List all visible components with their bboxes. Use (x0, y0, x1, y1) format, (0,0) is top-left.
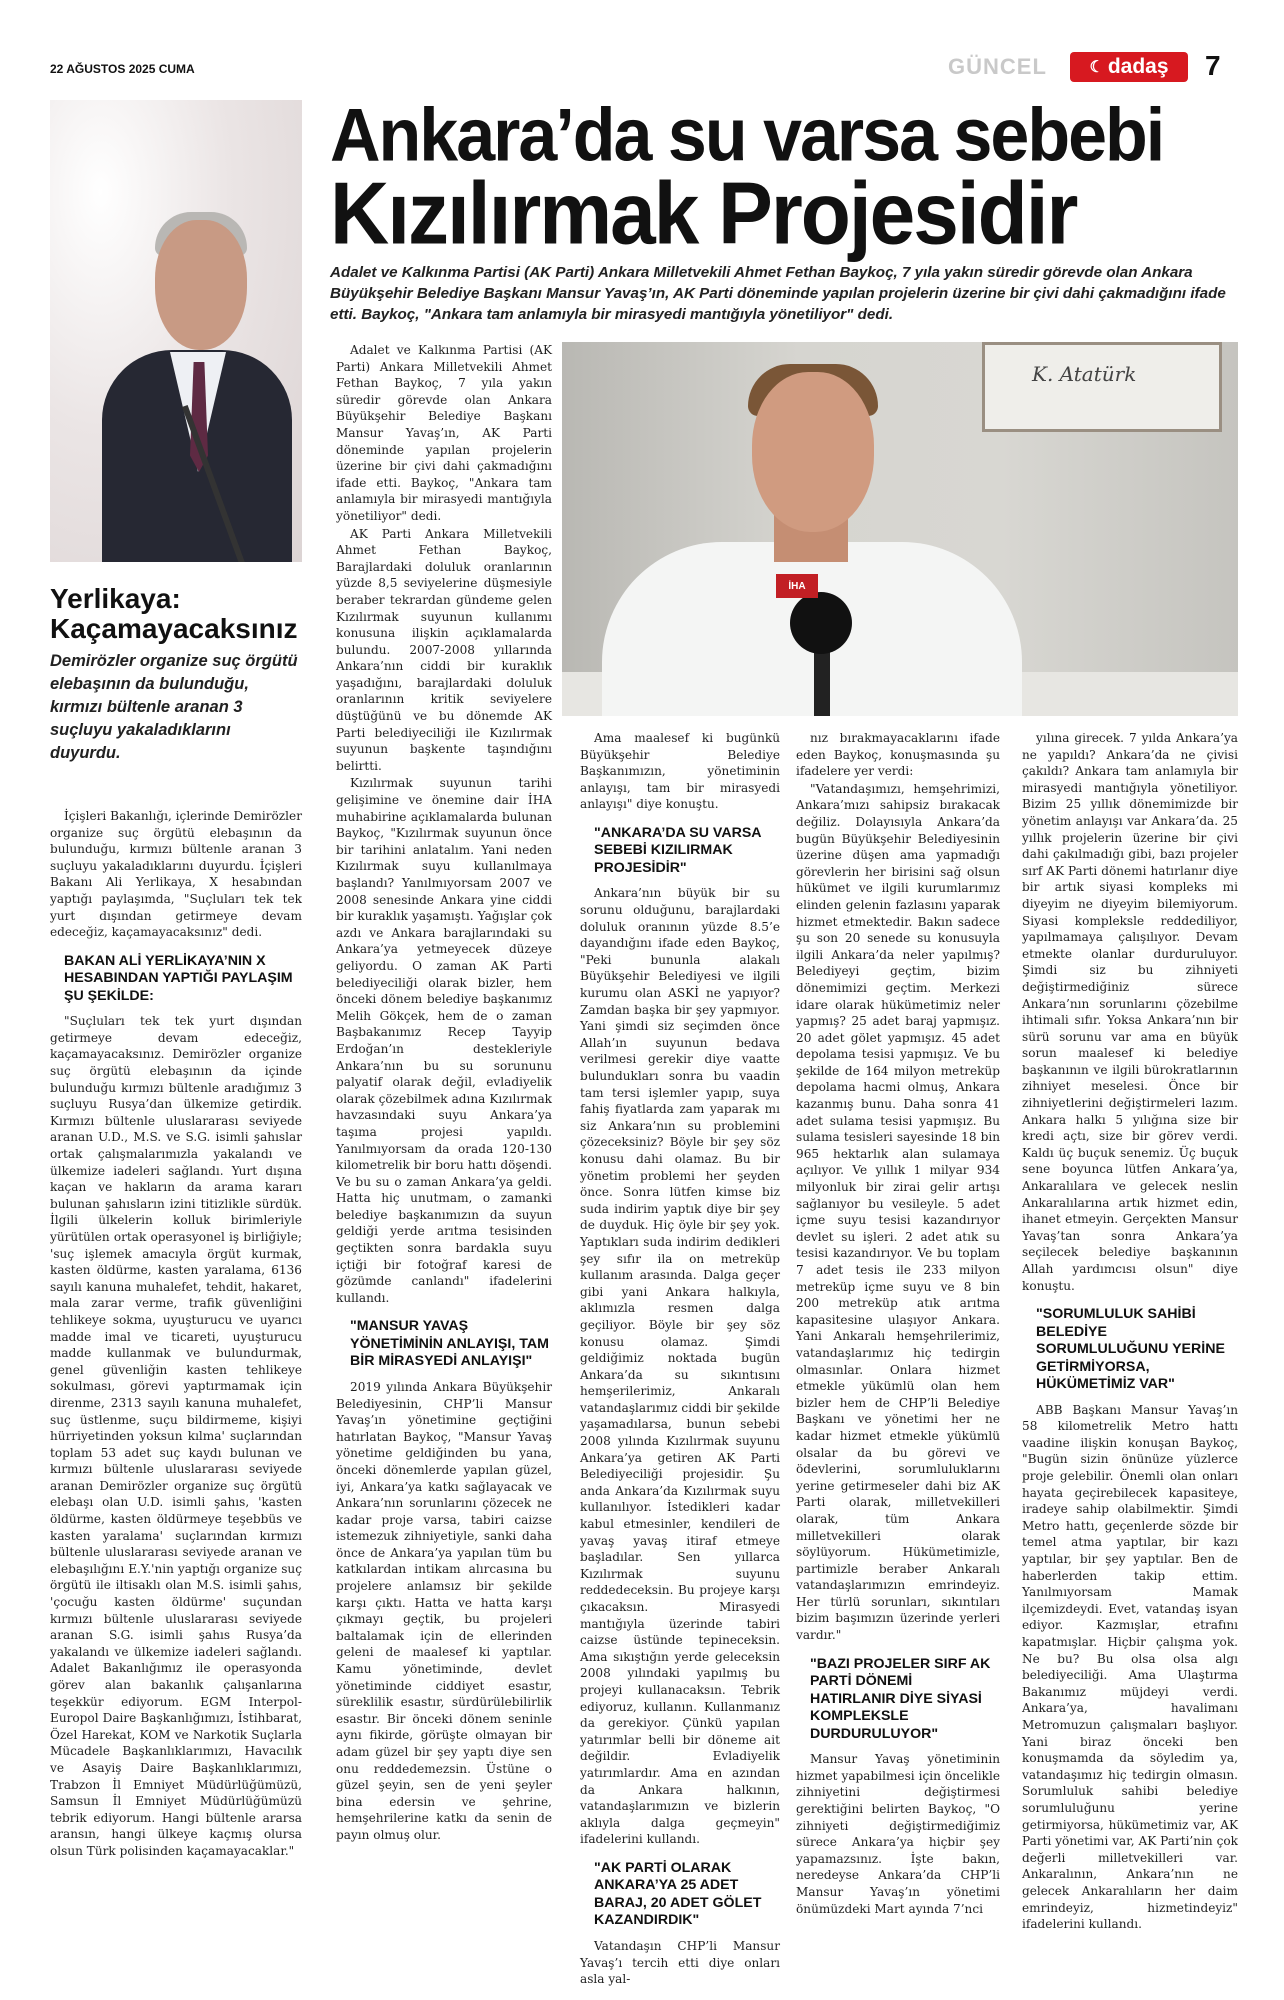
minister-photo (50, 100, 302, 562)
sidebar-paragraph: İçişleri Bakanlığı, içlerinde Demirözler organize suç örgütü elebaşının da bulunduğu, kırmızı bültenle aranan 3 suçluyu yakaladıklarını duyurdu. İçişleri Bakanı Ali Yerlikaya, X hesabından yaptığı paylaşımda, "Suçluları tek tek yurt dışından getirmeye devam edeceğiz, kaçamayacaksınız" dedi. (50, 809, 302, 940)
mic-flag: İHA (776, 574, 818, 598)
page-number: 7 (1205, 50, 1221, 81)
sidebar-title: Yerlikaya: Kaçamayacaksınız (50, 583, 298, 644)
sidebar-body (50, 808, 302, 1861)
article-paragraph: nız bırakmayacaklarını ifade eden Baykoç, konuşmasında şu ifadelere yer verdi: (796, 731, 1000, 779)
article-paragraph: Kızılırmak suyunun tarihi gelişimine ve önemine dair İHA muhabirine açıklamalarda bulunan Baykoç, "Kızılırmak suyunun önce bir tarihini anlatalım. Yani neden Kızılırmak suyu kullanılmaya başlandı? Yanılmıyorsam 2007 ve 2008 senesinde Ankara yine ciddi bir kuraklık yaşamıştı. Yağışlar çok azdı ve Ankara barajlarındaki su Ankara’ya yetmeyecek düzeye geliyordu. O zaman AK Parti belediyeciliği olarak bizler, hem önceki dönem belediye başkanımız Melih Gökçek, hem de o zaman Başbakanımız Recep Tayyip Erdoğan’ın destekleriyle Ankara’nın bu su sorununu palyatif olarak değil, evladiyelik olarak çözebilmek adına Kızılırmak havzasındaki suyu Ankara’ya taşıma projesi yapıldı. Yanılmıyorsam da orada 120-130 kilometrelik bir boru hattı döşendi. Ve bu su o zaman Ankara’ya geldi. Hatta hiç unutmam, o zamanki belediye başkanımızın da suyun geldiği yerde arıtma tesisinden geçtikten sonra bardakla suyu içtiği bir fotoğraf karesi de gözümde canlandı" ifadelerini kullandı. (336, 776, 552, 1305)
section-label: GÜNCEL (948, 54, 1047, 79)
article-headline (330, 92, 1240, 263)
article-column-2 (580, 730, 780, 1989)
article-subheading: "BAZI PROJELER SIRF AK PARTİ DÖNEMİ HATIRLANIR DİYE SİYASİ KOMPLEKSLE DURDURULUYOR" (810, 1655, 991, 1742)
baykoc-photo (562, 342, 1238, 716)
headline-line-2: Kızılırmak Projesidir (330, 164, 1077, 263)
sidebar-lead: Demirözler organize suç örgütü elebaşının da bulunduğu, kırmızı bültenle aranan 3 suçluyu yakaladıklarını duyurdu. (50, 652, 298, 762)
article-paragraph: "Vatandaşımızı, hemşehrimizi, Ankara’mızı sahipsiz bırakacak değiliz. Dolayısıyla Ankara’da bugün Büyükşehir Belediyesinin üzerine düşen ama yapmadığı görevlerin her birisini sağ olsun hükümet ve ilgili kurumlarımız elinden gelenin fazlasını yaparak hizmet etmektedir. Bakın sadece şu son 20 senede su konusuyla ilgili Ankara’da neler yapılmış? Belediyeyi geçtim, bizim dönemimizi geçtim. Merkezi idare olarak hükümetimiz neler yapmış? 25 adet baraj yapmışız. 20 adet gölet yapmışız. 45 adet depolama tesisi yapmışız. Ve bu şekilde de 164 milyon metreküp depolama hacmi olmuş, Ankara kazanmış bunu. Daha sonra 41 adet sulama tesisi yapmışız. Bu sulama tesisleri sayesinde 18 bin 965 hektarlık alan sulamaya açılıyor. Ve yıllık 1 milyar 934 milyonluk bir zirai gelir artışı sağlanıyor bu vesileyle. 5 adet içme suyu tesisi kazandırıyor devlet su işleri. 2 adet atık su tesisi kazandırıyor. Ve bu toplam 7 adet tesis ile 233 milyon metreküp içme suyu ve 8 bin 200 metreküp atık arıtma kapasitesine ulaşıyor Ankara. Yani Ankaralı hemşehrilerimiz, vatandaşlarımız hiç tedirgin olmasınlar. Onlara hizmet etmekle yükümlü olan hem bizler hem de CHP’li Belediye Başkanı ve yönetimi her ne kadar hizmet etmekle yükümlü olsalar da bu görevi ve ödevlerini, sorumluluklarını yerine getirmeseler dahi biz AK Parti olarak, milletvekilleri olarak, tüm Ankara milletvekilleri olarak söylüyorum. Hükümetimizle, partimizle beraber Ankaralı vatandaşlarımızın emrindeyiz. Her türlü sorunları, sıkıntıları bizim başımızın üzerinde yerleri vardır." (796, 781, 1000, 1643)
article-paragraph: 2019 yılında Ankara Büyükşehir Belediyesinin, CHP’li Mansur Yavaş’ın yönetimine geçtiğini hatırlatan Baykoç, "Mansur Yavaş yönetime geldiğinden bu yana, önceki dönemlerde yapılan güzel, iyi, Ankara’ya katkı sağlayacak ve Ankara’nın sorunlarını çözecek ne kadar proje varsa, tabiri caizse istemezuk zihniyetiyle, sanki daha önce de Ankara’ya yapılan tüm bu katkılardan intikam alırcasına bu projelere anlamsız bir şekilde karşı çıktı. Hatta ve hatta karşı çıkmayı geçtik, bu projeleri baltalamak için de ellerinden geleni de maalesef ki yaptılar. Kamu yönetiminde, devlet yönetiminde ciddiyet esastır, süreklilik esastır, sürdürülebilirlik esastır. Bir önceki dönem seninle aynı fikirde, görüşte olmayan bir adam güzel bir şey yaptı diye sen onu reddedemezsin. Üstüne o güzel şeyin, sen de yeni şeyler bina edersin ve şehrine, hemşehrilerine katkı da senin de payın olmuş olur. (336, 1379, 552, 1842)
article-paragraph: ABB Başkanı Mansur Yavaş’ın 58 kilometrelik Metro hattı vaadine ilişkin konuşan Baykoç, "Bugün sizin önünüze yüzlerce proje gelebilir. Önemli olan onları hayata geçirebilecek kapasiteye, iradeye sahip olabilmektir. Şimdi Metro hattı, geçenlerde sözde bir temel atma yaptılar, bir kazı yaptılar, bir şey yaptılar. Ben de haberlerden takip ettim. Yanılmıyorsam Mamak ilçemizdeydi. Evet, vatandaş isyan ediyor. Kazmışlar, etrafını kapatmışlar. Hiçbir çalışma yok. Ne bu? Bu olsa olsa algı belediyeciliği. Ama Ulaştırma Bakanımız müjdeyi verdi. Ankara’ya, havalimanı Metromuzun çalışmaları başlıyor. Yani biraz önceki ben konuşmamda da söyledim ya, vatandaşımız hiç tedirgin olmasın. Sorumluluk sahibi belediye sorumluluğunu yerine getirmiyorsa, hükümetimiz var, AK Parti yönetimi var, AK Parti’nin çok değerli milletvekilleri var. Ankaralının, Ankara’nın ne gelecek Ankaralıların her daim emrindeyiz, hizmetindeyiz" ifadelerini kullandı. (1022, 1402, 1238, 1932)
signature-frame (982, 342, 1222, 432)
article-paragraph: AK Parti Ankara Milletvekili Ahmet Fethan Baykoç, Barajlardaki doluluk oranlarının yüzde 8,5 seviyelerine düşmesiyle beraber tekrardan gündeme gelen Kızılırmak suyunun kullanımı konusuna ilişkin açıklamalarda bulundu. 2007-2008 yıllarında Ankara’nın ciddi bir kuraklık yaşadığını, barajlardaki doluluk oranlarının kritik seviyelere düştüğünü ve bu dönemde AK Parti belediyeciliği ile Kızılırmak suyunun başkente taşındığını belirtti. (336, 526, 552, 773)
logo-text: dadaş (1107, 55, 1169, 78)
issue-date: 22 AĞUSTOS 2025 CUMA (50, 62, 195, 76)
article-subheading: "ANKARA’DA SU VARSA SEBEBİ KIZILIRMAK PROJESİDİR" (594, 824, 761, 876)
sidebar-heading: BAKAN ALİ YERLİKAYA’NIN X HESABINDAN YAPTIĞI PAYLAŞIM ŞU ŞEKİLDE: (64, 952, 293, 1004)
article-column-4 (1022, 730, 1238, 1934)
article-column-1 (336, 342, 552, 1845)
article-paragraph: Ama maalesef ki bugünkü Büyükşehir Belediye Başkanımızın, yönetiminin anlayışı, tam bir mirasyedi anlayışı" diye konuştu. (580, 731, 780, 812)
article-column-3 (796, 730, 1000, 1918)
article-subheading: "SORUMLULUK SAHİBİ BELEDİYE SORUMLULUĞUNU YERİNE GETİRMİYORSA, HÜKÜMETİMİZ VAR" (1036, 1306, 1225, 1393)
article-paragraph: Adalet ve Kalkınma Partisi (AK Parti) Ankara Milletvekili Ahmet Fethan Baykoç, 7 yıla yakın süredir görevde olan Ankara Büyükşehir Belediye Başkanı Mansur Yavaş’ın, AK Parti döneminde yapılan projelerin üzerine bir çivi dahi çakmadığını ifade etti. Baykoç, "Ankara tam anlamıyla bir mirasyedi mantığıyla yönetiliyor" dedi. (336, 343, 552, 523)
microphone-icon (790, 592, 852, 654)
article-lead: Adalet ve Kalkınma Partisi (AK Parti) Ankara Milletvekili Ahmet Fethan Baykoç, 7 yıla yakın süredir görevde olan Ankara Büyükşehir Belediye Başkanı Mansur Yavaş’ın, AK Parti döneminde yapılan projelerin üzerine bir çivi dahi çakmadığını ifade etti. Baykoç, "Ankara tam anlamıyla bir mirasyedi mantığıyla yönetiliyor" dedi. (330, 264, 1226, 323)
article-subheading: "MANSUR YAVAŞ YÖNETİMİNİN ANLAYIŞI, TAM BİR MİRASYEDİ ANLAYIŞI" (350, 1318, 549, 1370)
crescent-star-icon: ☾ (1089, 59, 1104, 76)
article-subheading: "AK PARTİ OLARAK ANKARA’YA 25 ADET BARAJ, 20 ADET GÖLET KAZANDIRDIK" (594, 1859, 762, 1929)
newspaper-logo (1070, 52, 1188, 82)
headline-line-1: Ankara’da su varsa sebebi (330, 92, 1164, 177)
article-paragraph: Vatandaşın CHP’li Mansur Yavaş’ı tercih etti diye onları asla yal- (580, 1938, 780, 1987)
sidebar-paragraph: "Suçluları tek tek yurt dışından getirmeye devam edeceğiz, kaçamayacaksınız. Demirözler organize suç örgütü elebaşının da içinde bulunduğu kırmızı bültenle aradığımız 3 suçluyu Rusya’dan ülkemize getirdik. Kırmızı bültenle uluslararası seviyede aranan U.D., M.S. ve S.G. isimli şahıslar ortak çalışmalarımızla yakalandı ve ülkemize iadeleri sağlandı. Yurt dışına kaçan ve hakların da arama kararı bulunan şahısların izini titizlikle sürdük. İlgili ülkelerin kolluk birimleriyle yürütülen ortak operasyonel iş birliğiyle; 'suç işlemek amacıyla örgüt kurmak, kasten öldürme, kasten yaralama, 6136 sayılı kanuna muhalefet, tehdit, hakaret, mala zarar verme, trafik güvenliğini tehlikeye sokma, uyuşturucu ve uyarıcı madde imal ve ticareti, uyuşturucu madde kullanmak ve bulundurmak, genel güvenliğin kasten tehlikeye sokulması, görevi yaptırmamak için direnme, 2313 sayılı kanuna muhalefet, suç üstlenme, suçu bildirmeme, kişiyi hürriyetinden yoksun kılma' suçlarından toplam 53 adet suç kaydı bulunan ve kırmızı bültenle uluslararası seviyede aranan Demirözler organize suç örgütü elebaşı olan U.D. isimli şahıs, 'kasten öldürme, kasten öldürmeye teşebbüs ve kasten yaralama' suçlarından kırmızı bültenle uluslararası seviyede aranan ve elebaşılığını E.Y.'nin yaptığı organize suç örgütü ile iltisaklı olan M.S. isimli şahıs, 'çocuğu kasten öldürme' suçundan kırmızı bültenle uluslararası seviyede aranan S.G. isimli şahıs Rusya’da yakalandı ve ülkemize iadeleri sağlandı. Adalet Bakanlığımız ile operasyonda görev alan bakanlık çalışanlarına teşekkür ediyorum. EGM Interpol-Europol Daire Başkanlığımızı, İstihbarat, Özel Harekat, KOM ve Narkotik Suçlarla Mücadele Başkanlıklarımızı, Havacılık ve Asayiş Daire Başkanlıklarımızı, Trabzon İl Emniyet Müdürlüğümüzü, Samsun İl Emniyet Müdürlüğümüzü tebrik ediyorum. Hangi bültenle ararsa aransın, hangi ülkeye kaçmış olursa olsun Türk polisinden kaçamayacaklar." (50, 1014, 302, 1858)
article-paragraph: yılına girecek. 7 yılda Ankara’ya ne yapıldı? Ankara’da ne çivisi çakıldı? Ankara tam anlamıyla bir mirasyedi mantığıyla yönetiliyor. Bizim 25 yıllık dönemimizde bir yönetim anlayışı var Ankara’da. 25 yıllık projelerin üzerine bir çivi dahi çakılmadığı gibi, bazı projeler sırf AK Parti dönemi hatırlanır diye bir artık siyasi kompleks mi diyeyim ne diyeyim bilemiyorum. Siyasi kompleksle reddediliyor, yapılmamaya çalışılıyor. Devam etmekte olanlar durduruluyor. Şimdi siz bu zihniyeti değiştirmediğiniz sürece Ankara’nın sorunlarını çözebilme ihtimali sıfır. Yoksa Ankara’nın bir sürü sorunu var ama en büyük sorun maalesef ki belediye başkanının ve ilgili bürokratlarının zihniyet meselesi. Önce bir zihniyetlerini değiştirmeleri lazım. Ankara halkı 5 yılığına size bir kredi açtı, size bir görev verdi. Kaldı üç buçuk senemiz. Üç buçuk sene boyunca lütfen Ankara’ya, Ankaralılara ve gelecek neslin Ankaralılarına artık hizmet edin, ihanet etmeyin. Gerçekten Mansur Yavaş’tan sonra Ankara’ya seçilecek belediye başkanının Allah yardımcısı olsun" diye konuştu. (1022, 731, 1238, 1293)
article-paragraph: Ankara’nın büyük bir su sorunu olduğunu, barajlardaki doluluk oranının yüzde 8.5’e dayandığını ifade eden Baykoç, "Peki bununla alakalı Büyükşehir Belediyesi ve ilgili kurumu olan ASKİ ne yapıyor? Zamdan başka bir şey yapmıyor. Yani şimdi siz seçimden önce Allah’ın suyunun bedava verilmesi gerekir diye vaatte bulundukları sonra bu vaadin tam tersi işlemler yapıp, suya fahiş fiyatlarda zam yaparak mı siz Ankara’nın su problemini çözeceksiniz? Böyle bir şey söz konusu dahi olamaz. Bu bir yönetim problemi her şeyden önce. Sonra lütfen kimse biz suda indirim yaptık diye bir şey de duyduk. Hiç öyle bir şey yok. Yaptıkları suda indirim dedikleri şey sıfır ila on metreküp kullanım arasında. Dalga geçer gibi yani Ankara halkıyla, aklımızla resmen dalga geçiliyor. Böyle bir şey söz konusu olamaz. Şimdi geldiğimiz noktada bugün Ankara’da su sıkıntısını hemşerilerimiz, Ankaralı vatandaşlarımız ciddi bir şekilde yaşamadılarsa, bunun sebebi 2008 yılında Kızılırmak suyunu Ankara’ya getiren AK Parti Belediyeciliği projesidir. Şu anda Ankara’da Kızılırmak suyu kullanılıyor. İstedikleri kadar kabul etmesinler, kendileri de yavaş yavaş itiraf etmeye başladılar. Sen yıllarca Kızılırmak suyunu reddedeceksin. Bu projeye karşı çıkacaksın. Mirasyedi mantığıyla üzerinde tabiri caizse üstünde tepineceksin. Ama sıkıştığın yerde geleceksin 2008 yılındaki yapılmış bu projeyi kullanacaksın. Tebrik ediyoruz, kullanın. Kullanmanız da gerekiyor. Çünkü yapılan yatırımlar belli bir döneme ait değildir. Evladiyelik yatırımlardır. Ama en azından da Ankara halkının, vatandaşlarımızın ve bizlerin aklıyla dalga geçmeyin" ifadelerini kullandı. (580, 886, 780, 1847)
signature-text: K. Atatürk (1032, 362, 1137, 386)
article-paragraph: Mansur Yavaş yönetiminin hizmet yapabilmesi için öncelikle zihniyetini değiştirmesi gerektiğini belirten Baykoç, "O zihniyeti değiştirmediğimiz sürece Ankara’ya hiçbir şey yapamazsınız. İşte bakın, neredeyse Ankara’da CHP’li Mansur Yavaş’ın yönetimi önümüzdeki Mart ayında 7’nci (796, 1752, 1000, 1916)
